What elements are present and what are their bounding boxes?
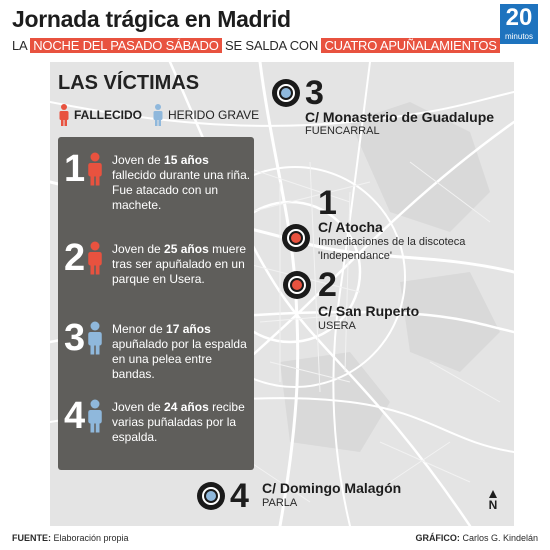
north-indicator bbox=[485, 490, 501, 512]
victim-number: 3 bbox=[64, 317, 86, 359]
location-street-1: C/ Atocha bbox=[318, 219, 383, 235]
subtitle bbox=[12, 38, 500, 53]
victim-text-pre: Joven de bbox=[112, 400, 161, 414]
credit-label: GRÁFICO: bbox=[415, 533, 460, 543]
legend-injured-label: HERIDO GRAVE bbox=[168, 108, 260, 122]
subtitle-pre: LA bbox=[12, 38, 27, 53]
victim-text-pre: Joven de bbox=[112, 242, 161, 256]
logo-number: 20 bbox=[505, 4, 533, 31]
legend bbox=[58, 104, 269, 126]
location-detail-1b: 'Independance' bbox=[318, 250, 392, 262]
victim-text-pre: Menor de bbox=[112, 322, 163, 336]
subtitle-highlight-2: CUATRO APUÑALAMIENTOS bbox=[321, 38, 499, 53]
page-title: Jornada trágica en Madrid bbox=[12, 6, 291, 32]
person-injured-icon bbox=[152, 104, 164, 126]
victim-number: 2 bbox=[64, 237, 86, 279]
victim-text-post: recibe varias puñaladas por la espalda. bbox=[112, 400, 245, 444]
footer-credit bbox=[415, 533, 538, 543]
victims-title: LAS VÍCTIMAS bbox=[58, 72, 200, 94]
person-dead-icon bbox=[58, 104, 70, 126]
victim-description bbox=[112, 242, 252, 287]
location-marker-1 bbox=[282, 224, 310, 252]
marker-dot bbox=[291, 233, 301, 243]
location-marker-3 bbox=[272, 79, 300, 107]
marker-dot bbox=[281, 88, 291, 98]
victim-item-1 bbox=[64, 145, 254, 215]
location-district-2: USERA bbox=[318, 320, 356, 332]
victim-number: 1 bbox=[64, 148, 86, 190]
footer-source bbox=[12, 533, 129, 543]
victim-description bbox=[112, 322, 252, 382]
source-label: FUENTE: bbox=[12, 533, 51, 543]
credit-value: Carlos G. Kindelán bbox=[462, 533, 538, 543]
victim-item-4 bbox=[64, 392, 254, 462]
logo-word: minutos bbox=[504, 32, 533, 41]
brand-logo bbox=[500, 4, 538, 44]
victim-text-post: muere tras ser apuñalado en un parque en Usera. bbox=[112, 242, 247, 286]
victim-age: 25 años bbox=[164, 242, 209, 256]
person-injured-icon bbox=[86, 398, 104, 434]
marker-dot bbox=[206, 491, 216, 501]
victim-item-3 bbox=[64, 314, 254, 384]
victim-text-post: apuñalado por la espalda en una pelea entre bandas. bbox=[112, 337, 247, 381]
victim-age: 24 años bbox=[164, 400, 209, 414]
victim-item-2 bbox=[64, 234, 254, 304]
marker-dot bbox=[292, 280, 302, 290]
location-marker-4 bbox=[197, 482, 225, 510]
victim-description bbox=[112, 400, 252, 445]
legend-dead-label: FALLECIDO bbox=[74, 108, 142, 122]
location-street-2: C/ San Ruperto bbox=[318, 303, 420, 319]
location-marker-2 bbox=[283, 271, 311, 299]
source-value: Elaboración propia bbox=[53, 533, 129, 543]
victim-description bbox=[112, 153, 252, 213]
location-number-1: 1 bbox=[318, 184, 337, 222]
person-dead-icon bbox=[86, 151, 104, 187]
location-number-4: 4 bbox=[230, 477, 249, 515]
victim-age: 15 años bbox=[164, 153, 209, 167]
location-street-3: C/ Monasterio de Guadalupe bbox=[305, 109, 495, 125]
north-label: N bbox=[488, 498, 498, 512]
location-district-4: PARLA bbox=[262, 497, 298, 509]
subtitle-highlight-1: NOCHE DEL PASADO SÁBADO bbox=[30, 38, 221, 53]
subtitle-mid: SE SALDA CON bbox=[225, 38, 319, 53]
victim-number: 4 bbox=[64, 395, 86, 437]
victim-text-pre: Joven de bbox=[112, 153, 161, 167]
location-detail-1a: Inmediaciones de la discoteca bbox=[318, 236, 466, 248]
location-number-2: 2 bbox=[318, 266, 337, 304]
person-dead-icon bbox=[86, 240, 104, 276]
north-arrow-icon bbox=[489, 490, 497, 498]
victim-age: 17 años bbox=[166, 322, 211, 336]
location-street-4: C/ Domingo Malagón bbox=[262, 480, 402, 496]
location-district-3: FUENCARRAL bbox=[305, 125, 380, 137]
victim-text-post: fallecido durante una riña. Fue atacado con un machete. bbox=[112, 168, 251, 212]
location-number-3: 3 bbox=[305, 74, 324, 112]
person-injured-icon bbox=[86, 320, 104, 356]
